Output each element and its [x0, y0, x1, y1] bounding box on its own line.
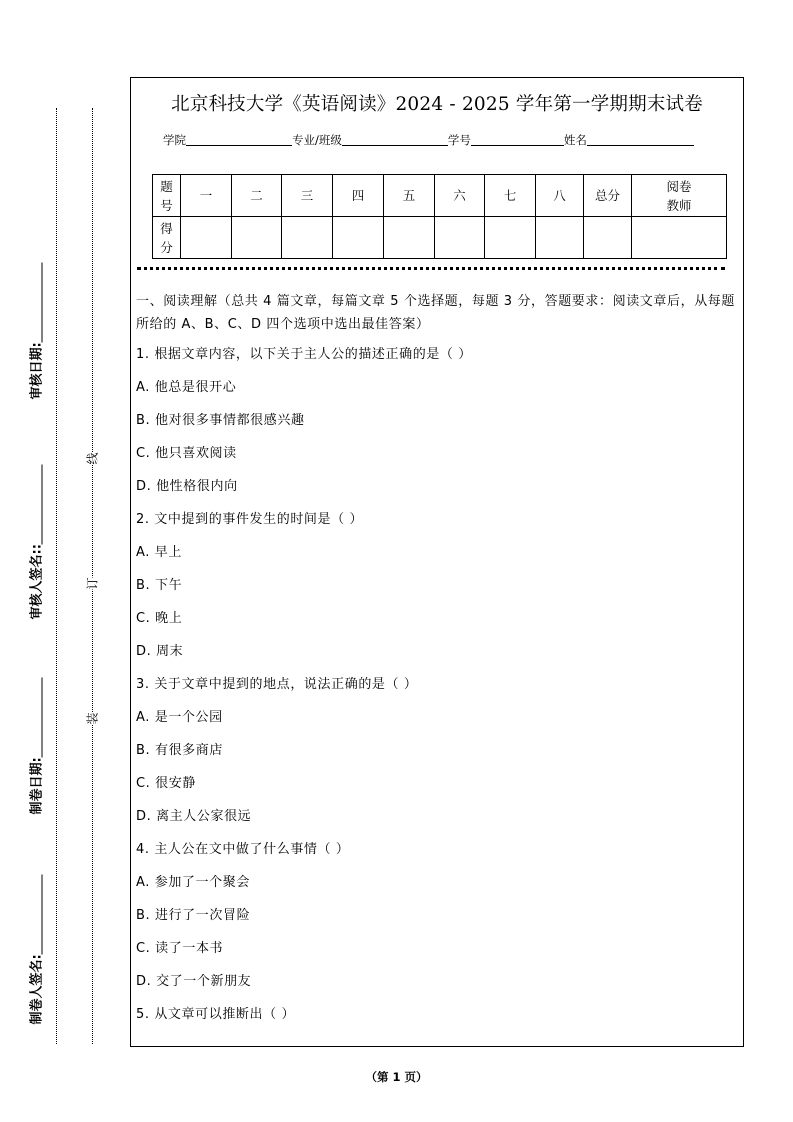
question-stem: 3. 关于文章中提到的地点，说法正确的是（ ） — [136, 677, 418, 692]
student-id-label: 学号 — [447, 133, 471, 147]
answer-option[interactable]: D. 交了一个新朋友 — [136, 974, 252, 989]
col-header-1: 一 — [181, 175, 232, 217]
preparer-signature-field: 制卷人签名: — [26, 885, 45, 1025]
answer-option[interactable]: B. 进行了一次冒险 — [136, 908, 251, 923]
question-stem: 5. 从文章可以推断出（ ） — [136, 1007, 296, 1022]
score-cell-4[interactable] — [333, 217, 384, 259]
answer-option[interactable]: C. 他只喜欢阅读 — [136, 446, 237, 461]
major-class-label: 专业/班级 — [292, 133, 342, 147]
answer-option[interactable]: C. 读了一本书 — [136, 941, 224, 956]
score-cell-7[interactable] — [485, 217, 536, 259]
score-cell-3[interactable] — [282, 217, 333, 259]
name-blank[interactable] — [587, 133, 694, 146]
score-cell-6[interactable] — [435, 217, 485, 259]
exam-title: 北京科技大学《英语阅读》2024 - 2025 学年第一学期期末试卷 — [171, 94, 703, 115]
col-header-2: 二 — [232, 175, 282, 217]
col-header-5: 五 — [384, 175, 435, 217]
major-class-blank[interactable] — [342, 133, 448, 146]
reviewer-signature-field: 审核人签名:: — [26, 480, 45, 620]
question-list — [136, 344, 736, 1037]
answer-option[interactable]: C. 很安静 — [136, 776, 196, 791]
college-blank[interactable] — [186, 133, 292, 146]
answer-option[interactable]: C. 晚上 — [136, 611, 183, 626]
col-header-grader: 阅卷教师 — [632, 175, 727, 217]
page-number: （第 1 页） — [365, 1070, 428, 1084]
college-label: 学院 — [163, 133, 186, 147]
score-cell-5[interactable] — [384, 217, 435, 259]
cut-mark-line: 线 — [82, 452, 103, 464]
answer-option[interactable]: D. 周末 — [136, 644, 184, 659]
score-cell-grader[interactable] — [632, 217, 727, 259]
binding-line-inner — [92, 108, 93, 1044]
student-info-row — [163, 132, 694, 148]
answer-option[interactable]: D. 他性格很内向 — [136, 479, 238, 494]
exam-frame — [130, 77, 744, 1047]
answer-option[interactable]: A. 早上 — [136, 545, 182, 560]
answer-option[interactable]: A. 是一个公园 — [136, 710, 223, 725]
col-header-6: 六 — [435, 175, 485, 217]
answer-option[interactable]: B. 有很多商店 — [136, 743, 223, 758]
question-stem: 4. 主人公在文中做了什么事情（ ） — [136, 842, 350, 857]
col-header-3: 三 — [282, 175, 333, 217]
cut-mark-staple: 订 — [82, 577, 103, 589]
separator-dotted-line — [137, 267, 725, 270]
col-header-7: 七 — [485, 175, 536, 217]
answer-option[interactable]: B. 他对很多事情都很感兴趣 — [136, 413, 305, 428]
score-cell-2[interactable] — [232, 217, 282, 259]
score-row-header: 得分 — [153, 217, 181, 259]
section-heading: 一、阅读理解（总共 4 篇文章，每篇文章 5 个选择题，每题 3 分，答题要求：阅读文章后，从每题所给的 A、B、C、D 四个选项中选出最佳答案） — [136, 294, 736, 332]
name-label: 姓名 — [563, 133, 587, 147]
questions-content — [136, 290, 736, 1037]
col-header-total: 总分 — [584, 175, 632, 217]
answer-option[interactable]: A. 他总是很开心 — [136, 380, 237, 395]
review-date-field: 审核日期: — [26, 260, 45, 400]
question-stem: 1. 根据文章内容，以下关于主人公的描述正确的是（ ） — [136, 347, 472, 362]
prepare-date-field: 制卷日期: — [26, 675, 45, 815]
score-cell-total[interactable] — [584, 217, 632, 259]
col-header-4: 四 — [333, 175, 384, 217]
col-header-8: 八 — [536, 175, 584, 217]
binding-line-outer — [56, 108, 57, 1044]
answer-option[interactable]: B. 下午 — [136, 578, 183, 593]
student-id-blank[interactable] — [471, 133, 564, 146]
cut-mark-bind: 装 — [82, 712, 103, 724]
answer-option[interactable]: A. 参加了一个聚会 — [136, 875, 250, 890]
score-cell-1[interactable] — [181, 217, 232, 259]
score-table — [152, 174, 727, 259]
score-cell-8[interactable] — [536, 217, 584, 259]
question-number-header: 题号 — [153, 175, 181, 217]
answer-option[interactable]: D. 离主人公家很远 — [136, 809, 252, 824]
question-stem: 2. 文中提到的事件发生的时间是（ ） — [136, 512, 364, 527]
